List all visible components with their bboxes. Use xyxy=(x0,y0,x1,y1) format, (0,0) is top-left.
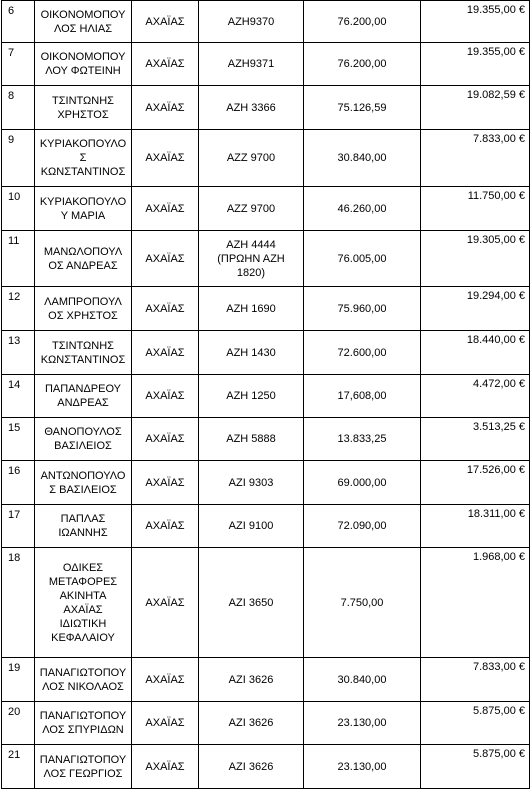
owner-name-line: ΛΟΣ ΝΙΚΟΛΑΟΣ xyxy=(42,680,124,693)
amount-value: 19.294,00 € xyxy=(421,287,530,331)
owner-name-line: ΟΔΙΚΕΣ xyxy=(62,561,104,574)
owner-name-line: ΠΑΝΑΓΙΩΤΟΠΟΥ xyxy=(39,666,127,679)
plate-number-line: ΑΖΙ 9100 xyxy=(228,520,274,532)
row-number: 7 xyxy=(2,43,35,86)
price-value: 7.750,00 xyxy=(304,548,421,658)
row-number: 16 xyxy=(2,461,35,505)
owner-name xyxy=(35,461,132,505)
row-number: 11 xyxy=(2,231,35,287)
region: ΑΧΑΪΑΣ xyxy=(132,702,199,745)
plate-number-line: ΑΖΗ 3366 xyxy=(226,101,276,114)
plate-number xyxy=(199,375,304,418)
owner-name xyxy=(35,331,132,375)
table-row xyxy=(2,702,530,745)
owner-name-line: ΜΑΝΩΛΟΠΟΥΛ xyxy=(43,245,123,258)
owner-name-line: ΙΔΙΩΤΙΚΗ xyxy=(59,617,107,630)
row-number: 17 xyxy=(2,505,35,548)
region: ΑΧΑΪΑΣ xyxy=(132,231,199,287)
records-table xyxy=(1,0,530,789)
price-value: 30.840,00 xyxy=(304,130,421,187)
owner-name-line: ΤΣΙΝΤΩΝΗΣ xyxy=(52,94,114,107)
owner-name xyxy=(35,130,132,187)
plate-number xyxy=(199,745,304,789)
owner-name-line: ΠΑΠΛΑΣ xyxy=(60,513,106,525)
table-row xyxy=(2,658,530,702)
region: ΑΧΑΪΑΣ xyxy=(132,43,199,86)
owner-name-line: Σ xyxy=(79,152,87,164)
region: ΑΧΑΪΑΣ xyxy=(132,287,199,331)
region: ΑΧΑΪΑΣ xyxy=(132,375,199,418)
region: ΑΧΑΪΑΣ xyxy=(132,418,199,461)
table-row xyxy=(2,86,530,130)
plate-number xyxy=(199,86,304,130)
plate-number-line: ΑΖΙ 3626 xyxy=(228,717,274,729)
row-number: 20 xyxy=(2,702,35,745)
plate-number xyxy=(199,505,304,548)
table-row xyxy=(2,331,530,375)
owner-name-line: ΛΟΣ ΓΕΩΡΓΙΟΣ xyxy=(43,767,123,780)
row-number: 21 xyxy=(2,745,35,789)
plate-number xyxy=(199,658,304,702)
plate-number-line: ΑΖΙ 9303 xyxy=(228,476,274,489)
region: ΑΧΑΪΑΣ xyxy=(132,658,199,702)
owner-name-line: ΜΕΤΑΦΟΡΕΣ xyxy=(48,575,118,588)
plate-number-line: ΑΖΗ 1430 xyxy=(226,346,276,359)
owner-name-line: ΛΟΣ ΣΠΥΡΙΔΩΝ xyxy=(42,724,124,736)
owner-name-line: ΠΑΠΑΝΔΡΕΟΥ xyxy=(44,383,122,395)
owner-name xyxy=(35,375,132,418)
amount-value: 19.355,00 € xyxy=(421,43,530,86)
owner-name-line: ΤΣΙΝΤΩΝΗΣ xyxy=(52,339,114,352)
amount-value: 17.526,00 € xyxy=(421,461,530,505)
amount-value: 19.305,00 € xyxy=(421,231,530,287)
row-number: 13 xyxy=(2,331,35,375)
plate-number-line: ΑΖΙ 3626 xyxy=(228,673,274,686)
plate-number-line: ΑΖΙ 3626 xyxy=(228,760,274,773)
region: ΑΧΑΪΑΣ xyxy=(132,461,199,505)
price-value: 69.000,00 xyxy=(304,461,421,505)
owner-name-line: ΒΑΣΙΛΕΙΟΣ xyxy=(54,440,112,452)
table-row xyxy=(2,745,530,789)
plate-number xyxy=(199,231,304,287)
row-number: 14 xyxy=(2,375,35,418)
price-value: 75.126,59 xyxy=(304,86,421,130)
owner-name-line: ΟΙΚΟΝΟΜΟΠΟΥ xyxy=(40,8,126,21)
plate-number xyxy=(199,130,304,187)
owner-name-line: ΠΑΝΑΓΙΩΤΟΠΟΥ xyxy=(39,710,127,722)
owner-name xyxy=(35,231,132,287)
table-row xyxy=(2,505,530,548)
owner-name xyxy=(35,745,132,789)
owner-name xyxy=(35,86,132,130)
amount-value: 11.750,00 € xyxy=(421,187,530,231)
owner-name xyxy=(35,548,132,658)
row-number: 6 xyxy=(2,1,35,43)
table-row xyxy=(2,418,530,461)
row-number: 19 xyxy=(2,658,35,702)
table-row xyxy=(2,1,530,43)
owner-name-line: ΛΑΜΠΡΟΠΟΥΛ xyxy=(44,295,122,308)
plate-number xyxy=(199,43,304,86)
owner-name-line: ΟΣ ΑΝΔΡΕΑΣ xyxy=(48,259,118,272)
plate-number xyxy=(199,187,304,231)
region: ΑΧΑΪΑΣ xyxy=(132,86,199,130)
owner-name-line: ΚΩΝΣΤΑΝΤΙΝΟΣ xyxy=(40,166,126,178)
row-number: 9 xyxy=(2,130,35,187)
plate-number-line: ΑΖΗ 4444 xyxy=(226,238,276,251)
price-value: 30.840,00 xyxy=(304,658,421,702)
owner-name-line: Υ ΜΑΡΙΑ xyxy=(60,209,106,222)
table-row xyxy=(2,231,530,287)
owner-name-line: ΑΧΑΪΑΣ xyxy=(63,603,103,616)
plate-number-line: ΑΖΗ 1690 xyxy=(226,302,276,315)
amount-value: 18.311,00 € xyxy=(421,505,530,548)
price-value: 13.833,25 xyxy=(304,418,421,461)
price-value: 76.005,00 xyxy=(304,231,421,287)
owner-name xyxy=(35,418,132,461)
plate-number xyxy=(199,418,304,461)
table-row xyxy=(2,461,530,505)
amount-value: 1.968,00 € xyxy=(421,548,530,658)
price-value: 46.260,00 xyxy=(304,187,421,231)
amount-value: 7.833,00 € xyxy=(421,658,530,702)
price-value: 76.200,00 xyxy=(304,1,421,43)
owner-name xyxy=(35,43,132,86)
plate-number-line: ΑΖΖ 9700 xyxy=(226,202,276,215)
owner-name xyxy=(35,187,132,231)
owner-name-line: ΧΡΗΣΤΟΣ xyxy=(57,108,109,121)
row-number: 10 xyxy=(2,187,35,231)
records-table-body xyxy=(2,1,530,789)
plate-number xyxy=(199,461,304,505)
plate-number-line: ΑΖΗ 1250 xyxy=(226,390,276,402)
price-value: 17,608,00 xyxy=(304,375,421,418)
region: ΑΧΑΪΑΣ xyxy=(132,1,199,43)
owner-name-line: ΑΝΤΩΝΟΠΟΥΛΟ xyxy=(40,469,126,482)
plate-number xyxy=(199,331,304,375)
plate-number-line: 1820) xyxy=(236,266,266,279)
owner-name-line: ΟΙΚΟΝΟΜΟΠΟΥ xyxy=(40,51,126,63)
amount-value: 7.833,00 € xyxy=(421,130,530,187)
row-number: 15 xyxy=(2,418,35,461)
amount-value: 18.440,00 € xyxy=(421,331,530,375)
plate-number-line: ΑΖΗ 5888 xyxy=(226,433,276,445)
owner-name xyxy=(35,505,132,548)
owner-name-line: ΘΑΝΟΠΟΥΛΟΣ xyxy=(44,426,122,438)
plate-number-line: ΑΖΗ9371 xyxy=(227,58,275,70)
region: ΑΧΑΪΑΣ xyxy=(132,505,199,548)
region: ΑΧΑΪΑΣ xyxy=(132,331,199,375)
owner-name-line: ΚΥΡΙΑΚΟΠΟΥΛΟ xyxy=(39,195,127,208)
owner-name-line: ΚΕΦΑΛΑΙΟΥ xyxy=(51,631,115,644)
amount-value: 19.082,59 € xyxy=(421,86,530,130)
owner-name-line: ΙΩΑΝΝΗΣ xyxy=(58,527,108,539)
plate-number-line: ΑΖΙ 3650 xyxy=(228,596,274,609)
amount-value: 5.875,00 € xyxy=(421,702,530,745)
owner-name-line: ΟΣ ΧΡΗΣΤΟΣ xyxy=(48,309,118,322)
table-row xyxy=(2,287,530,331)
price-value: 23.130,00 xyxy=(304,745,421,789)
region: ΑΧΑΪΑΣ xyxy=(132,130,199,187)
amount-value: 19.355,00 € xyxy=(421,1,530,43)
plate-number xyxy=(199,1,304,43)
plate-number-line: (ΠΡΩΗΝ ΑΖΗ xyxy=(217,252,285,265)
region: ΑΧΑΪΑΣ xyxy=(132,745,199,789)
owner-name-line: ΠΑΝΑΓΙΩΤΟΠΟΥ xyxy=(39,753,127,766)
owner-name xyxy=(35,702,132,745)
amount-value: 3.513,25 € xyxy=(421,418,530,461)
table-row xyxy=(2,43,530,86)
table-row xyxy=(2,548,530,658)
price-value: 76.200,00 xyxy=(304,43,421,86)
owner-name-line: ΑΚΙΝΗΤΑ xyxy=(59,589,107,602)
owner-name-line: ΛΟΣ ΗΛΙΑΣ xyxy=(53,22,112,35)
owner-name-line: ΛΟΥ ΦΩΤΕΙΝΗ xyxy=(45,65,121,77)
plate-number xyxy=(199,548,304,658)
owner-name xyxy=(35,287,132,331)
plate-number-line: ΑΖΗ9370 xyxy=(227,15,275,28)
price-value: 72.090,00 xyxy=(304,505,421,548)
owner-name-line: Σ ΒΑΣΙΛΕΙΟΣ xyxy=(49,483,117,496)
row-number: 12 xyxy=(2,287,35,331)
owner-name-line: ΚΥΡΙΑΚΟΠΟΥΛΟ xyxy=(39,138,127,150)
row-number: 18 xyxy=(2,548,35,658)
plate-number xyxy=(199,287,304,331)
table-row xyxy=(2,187,530,231)
region: ΑΧΑΪΑΣ xyxy=(132,548,199,658)
amount-value: 5.875,00 € xyxy=(421,745,530,789)
table-row xyxy=(2,375,530,418)
price-value: 75.960,00 xyxy=(304,287,421,331)
region: ΑΧΑΪΑΣ xyxy=(132,187,199,231)
owner-name xyxy=(35,1,132,43)
owner-name xyxy=(35,658,132,702)
amount-value: 4.472,00 € xyxy=(421,375,530,418)
owner-name-line: ΚΩΝΣΤΑΝΤΙΝΟΣ xyxy=(40,353,126,366)
plate-number-line: ΑΖΖ 9700 xyxy=(226,152,276,164)
price-value: 72.600,00 xyxy=(304,331,421,375)
row-number: 8 xyxy=(2,86,35,130)
table-row xyxy=(2,130,530,187)
owner-name-line: ΑΝΔΡΕΑΣ xyxy=(57,397,109,409)
plate-number xyxy=(199,702,304,745)
price-value: 23.130,00 xyxy=(304,702,421,745)
